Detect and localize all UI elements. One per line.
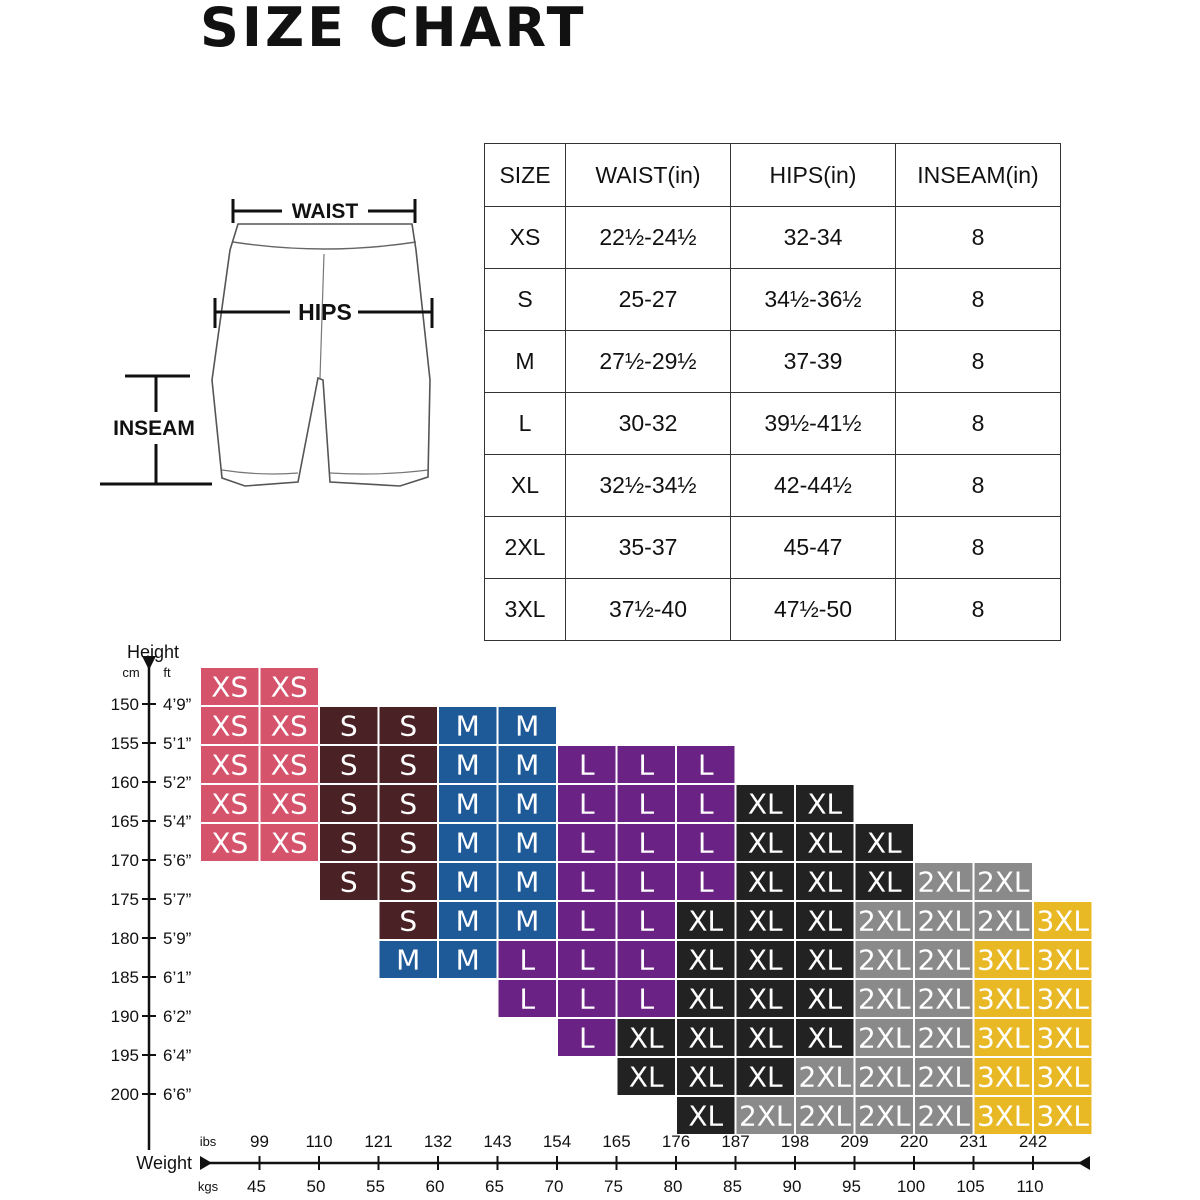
table-cell: 37½-40: [566, 579, 731, 641]
height-tick-ft-label: 5’2”: [163, 773, 192, 792]
weight-tick-kg-label: 80: [663, 1177, 683, 1196]
size-cell-label: L: [638, 943, 655, 977]
size-cell-label: L: [697, 826, 714, 860]
weight-tick-lbs-label: 132: [423, 1132, 453, 1151]
table-row: [485, 517, 1061, 579]
table-cell: 3XL: [485, 579, 566, 641]
size-cell-label: L: [638, 982, 655, 1016]
weight-axis-arrow-right: [1078, 1156, 1090, 1170]
hips-label: HIPS: [298, 299, 352, 325]
size-cell-label: 3XL: [976, 1060, 1030, 1094]
column-header-size: SIZE: [485, 144, 566, 207]
size-cell-label: XL: [688, 982, 724, 1016]
size-cell-label: 2XL: [917, 1060, 971, 1094]
table-cell: 25-27: [566, 269, 731, 331]
size-cell-label: L: [578, 787, 595, 821]
table-cell: 47½-50: [731, 579, 896, 641]
size-cell-label: S: [339, 787, 358, 821]
weight-tick-lbs-label: 143: [483, 1132, 512, 1151]
size-cell-label: L: [638, 826, 655, 860]
weight-tick-lbs-label: 165: [602, 1132, 631, 1151]
size-cell-label: 2XL: [857, 943, 911, 977]
shorts-diagram: [0, 190, 470, 510]
height-tick-cm-label: 165: [110, 812, 139, 831]
size-cell-label: 2XL: [976, 904, 1030, 938]
table-cell: 35-37: [566, 517, 731, 579]
size-cell-label: M: [396, 943, 421, 977]
table-cell: 8: [896, 579, 1061, 641]
table-cell: M: [485, 331, 566, 393]
size-cell-label: L: [578, 748, 595, 782]
height-tick-ft-label: 6’2”: [163, 1007, 192, 1026]
height-tick-ft-label: 5’6”: [163, 851, 192, 870]
size-cell-label: 3XL: [1036, 943, 1090, 977]
size-cell-label: 2XL: [857, 982, 911, 1016]
weight-tick-kg-label: 50: [306, 1177, 326, 1196]
height-tick-ft-label: 6’1”: [163, 968, 192, 987]
size-cell-label: XL: [866, 865, 902, 899]
weight-tick-lbs-label: 154: [542, 1132, 572, 1151]
table-cell: 8: [896, 269, 1061, 331]
weight-tick-kg-label: 45: [247, 1177, 266, 1196]
weight-tick-kg-label: 90: [782, 1177, 802, 1196]
weight-tick-kg-label: 95: [842, 1177, 861, 1196]
size-cell-label: S: [339, 865, 358, 899]
height-tick-ft-label: 5’1”: [163, 734, 192, 753]
height-tick-cm-label: 200: [110, 1085, 139, 1104]
size-cell-label: S: [399, 865, 418, 899]
size-cell-label: S: [399, 748, 418, 782]
size-cell-label: 2XL: [917, 1021, 971, 1055]
table-cell: 45-47: [731, 517, 896, 579]
table-cell: XL: [485, 455, 566, 517]
size-cell-label: XL: [688, 1099, 724, 1133]
height-weight-size-chart: [0, 630, 1200, 1200]
size-cell-label: XL: [866, 826, 902, 860]
size-cell-label: S: [339, 826, 358, 860]
measurement-table: [484, 143, 1061, 641]
size-cell-label: 3XL: [1036, 1021, 1090, 1055]
size-cell-label: S: [399, 787, 418, 821]
height-tick-cm-label: 150: [110, 695, 139, 714]
column-header-hips: HIPS(in): [731, 144, 896, 207]
size-cell-label: M: [455, 709, 480, 743]
height-tick-cm-label: 190: [110, 1007, 139, 1026]
weight-tick-kg-label: 85: [723, 1177, 742, 1196]
weight-tick-kg-label: 110: [1016, 1177, 1044, 1196]
height-tick-ft-label: 5’4”: [163, 812, 192, 831]
table-header-row: [485, 144, 1061, 207]
weight-axis-title: Weight: [136, 1153, 192, 1173]
table-row: [485, 269, 1061, 331]
size-cell-label: 3XL: [976, 943, 1030, 977]
size-cell-label: M: [515, 748, 540, 782]
table-cell: 27½-29½: [566, 331, 731, 393]
table-cell: 32½-34½: [566, 455, 731, 517]
size-cell-label: XS: [211, 709, 249, 743]
table-cell: 42-44½: [731, 455, 896, 517]
height-tick-ft-label: 4’9”: [163, 695, 192, 714]
column-header-waist: WAIST(in): [566, 144, 731, 207]
table-cell: 22½-24½: [566, 207, 731, 269]
height-unit-cm: cm: [122, 665, 140, 680]
weight-tick-lbs-label: 176: [661, 1132, 691, 1151]
table-cell: S: [485, 269, 566, 331]
size-cell-label: XL: [747, 787, 783, 821]
weight-tick-lbs-label: 242: [1018, 1132, 1048, 1151]
weight-tick-lbs-label: 187: [721, 1132, 750, 1151]
size-cell-label: S: [399, 826, 418, 860]
size-cell-label: XS: [211, 670, 249, 704]
weight-tick-lbs-label: 231: [959, 1132, 988, 1151]
height-unit-ft: ft: [163, 665, 171, 680]
column-header-inseam: INSEAM(in): [896, 144, 1061, 207]
size-cell-label: L: [697, 865, 714, 899]
size-cell-label: 3XL: [976, 982, 1030, 1016]
size-cell-label: XL: [807, 982, 843, 1016]
size-cell-label: M: [515, 787, 540, 821]
size-cell-label: XS: [211, 787, 249, 821]
height-tick-cm-label: 180: [110, 929, 139, 948]
page-title: SIZE CHART: [200, 0, 587, 59]
size-cell-label: L: [519, 982, 536, 1016]
weight-tick-kg-label: 55: [366, 1177, 385, 1196]
size-cell-label: 2XL: [798, 1060, 852, 1094]
weight-tick-kg-label: 105: [956, 1177, 985, 1196]
size-cell-label: L: [697, 787, 714, 821]
size-cell-label: M: [455, 826, 480, 860]
size-cell-label: 3XL: [1036, 1060, 1090, 1094]
weight-tick-kg-label: 60: [425, 1177, 445, 1196]
size-cell-label: 2XL: [917, 1099, 971, 1133]
height-tick-ft-label: 6’4”: [163, 1046, 192, 1065]
table-cell: 39½-41½: [731, 393, 896, 455]
size-cell-label: M: [455, 865, 480, 899]
size-cell-label: XS: [270, 787, 308, 821]
weight-tick-lbs-label: 209: [840, 1132, 869, 1151]
size-cell-label: XL: [628, 1060, 664, 1094]
size-cell-label: XL: [747, 904, 783, 938]
weight-tick-lbs-label: 121: [364, 1132, 393, 1151]
height-tick-cm-label: 155: [110, 734, 139, 753]
size-cell-label: L: [578, 1021, 595, 1055]
size-cell-label: XS: [211, 748, 249, 782]
size-cell-label: L: [578, 826, 595, 860]
weight-tick-lbs-label: 99: [250, 1132, 269, 1151]
size-cell-label: XL: [688, 1021, 724, 1055]
table-cell: 2XL: [485, 517, 566, 579]
size-cell-label: 2XL: [917, 904, 971, 938]
size-cell-label: 2XL: [917, 865, 971, 899]
size-cell-label: XL: [628, 1021, 664, 1055]
size-cell-label: XL: [807, 904, 843, 938]
size-cell-label: XL: [747, 982, 783, 1016]
size-cell-label: M: [455, 748, 480, 782]
size-cell-label: XL: [747, 1021, 783, 1055]
table-cell: 37-39: [731, 331, 896, 393]
size-cell-label: S: [339, 709, 358, 743]
size-cell-label: L: [638, 865, 655, 899]
waist-label: WAIST: [291, 200, 359, 223]
size-cell-label: XL: [688, 904, 724, 938]
height-tick-ft-label: 6’6”: [163, 1085, 192, 1104]
height-tick-ft-label: 5’9”: [163, 929, 192, 948]
size-cell-label: XS: [270, 748, 308, 782]
size-cell-label: S: [399, 709, 418, 743]
size-cell-label: L: [638, 787, 655, 821]
size-cell-label: L: [697, 748, 714, 782]
weight-tick-lbs-label: 110: [305, 1132, 333, 1151]
size-cell-label: L: [638, 748, 655, 782]
size-cell-label: XL: [688, 943, 724, 977]
table-row: [485, 331, 1061, 393]
size-cell-label: 2XL: [857, 1099, 911, 1133]
size-cell-label: XL: [747, 826, 783, 860]
size-cell-label: XL: [747, 943, 783, 977]
height-tick-cm-label: 175: [110, 890, 139, 909]
size-cell-label: XL: [747, 865, 783, 899]
size-cell-label: 2XL: [857, 904, 911, 938]
weight-tick-lbs-label: 220: [899, 1132, 929, 1151]
height-tick-cm-label: 160: [110, 773, 139, 792]
size-cell-label: S: [339, 748, 358, 782]
size-cell-label: M: [455, 904, 480, 938]
weight-unit-kg: kgs: [197, 1179, 219, 1194]
height-tick-ft-label: 5’7”: [163, 890, 192, 909]
size-cell-label: 3XL: [1036, 1099, 1090, 1133]
weight-tick-kg-label: 75: [604, 1177, 623, 1196]
size-cell-label: 2XL: [976, 865, 1030, 899]
height-axis-title: Height: [126, 642, 180, 662]
size-cell-label: 3XL: [976, 1021, 1030, 1055]
table-row: [485, 393, 1061, 455]
size-cell-label: L: [578, 982, 595, 1016]
weight-axis-arrow-left: [200, 1156, 212, 1170]
table-cell: L: [485, 393, 566, 455]
weight-tick-kg-label: 100: [896, 1177, 926, 1196]
height-tick-cm-label: 170: [110, 851, 139, 870]
table-cell: 8: [896, 331, 1061, 393]
height-tick-cm-label: 195: [110, 1046, 139, 1065]
size-cell-label: M: [515, 709, 540, 743]
size-cell-label: M: [515, 904, 540, 938]
weight-tick-kg-label: 65: [485, 1177, 504, 1196]
size-cell-label: 2XL: [798, 1099, 852, 1133]
table-cell: 32-34: [731, 207, 896, 269]
size-cell-label: M: [515, 826, 540, 860]
size-cell-label: S: [399, 904, 418, 938]
size-cell-label: XS: [211, 826, 249, 860]
size-cell-label: 3XL: [1036, 904, 1090, 938]
size-cell-label: XL: [807, 943, 843, 977]
size-cell-label: XL: [807, 787, 843, 821]
size-cell-label: XS: [270, 826, 308, 860]
table-body: [485, 207, 1061, 641]
weight-tick-lbs-label: 198: [780, 1132, 810, 1151]
size-cell-label: L: [519, 943, 536, 977]
size-cell-label: XL: [747, 1060, 783, 1094]
size-cell-label: 2XL: [917, 982, 971, 1016]
table-cell: 8: [896, 393, 1061, 455]
table-row: [485, 455, 1061, 517]
size-cell-label: M: [455, 787, 480, 821]
table-cell: 8: [896, 455, 1061, 517]
weight-unit-lbs: ibs: [199, 1134, 217, 1149]
size-cell-label: XL: [807, 865, 843, 899]
size-cell-label: L: [578, 943, 595, 977]
size-cell-label: 2XL: [857, 1021, 911, 1055]
inseam-label: INSEAM: [113, 417, 195, 440]
weight-tick-kg-label: 70: [544, 1177, 564, 1196]
size-cell-label: 3XL: [1036, 982, 1090, 1016]
size-cell-label: M: [515, 865, 540, 899]
size-cell-label: XL: [807, 826, 843, 860]
size-cell-label: M: [455, 943, 480, 977]
size-cell-label: XS: [270, 709, 308, 743]
size-cell-label: 3XL: [976, 1099, 1030, 1133]
size-cell-label: XS: [270, 670, 308, 704]
size-cell-label: 2XL: [738, 1099, 792, 1133]
size-cell-label: L: [638, 904, 655, 938]
size-cell-label: L: [578, 865, 595, 899]
size-cell-label: XL: [688, 1060, 724, 1094]
size-cell-label: 2XL: [917, 943, 971, 977]
size-cell-label: L: [578, 904, 595, 938]
table-cell: 30-32: [566, 393, 731, 455]
size-cell-label: 2XL: [857, 1060, 911, 1094]
table-cell: 8: [896, 207, 1061, 269]
table-cell: 34½-36½: [731, 269, 896, 331]
size-cell-label: XL: [807, 1021, 843, 1055]
table-cell: 8: [896, 517, 1061, 579]
table-row: [485, 207, 1061, 269]
table-cell: XS: [485, 207, 566, 269]
height-tick-cm-label: 185: [110, 968, 139, 987]
